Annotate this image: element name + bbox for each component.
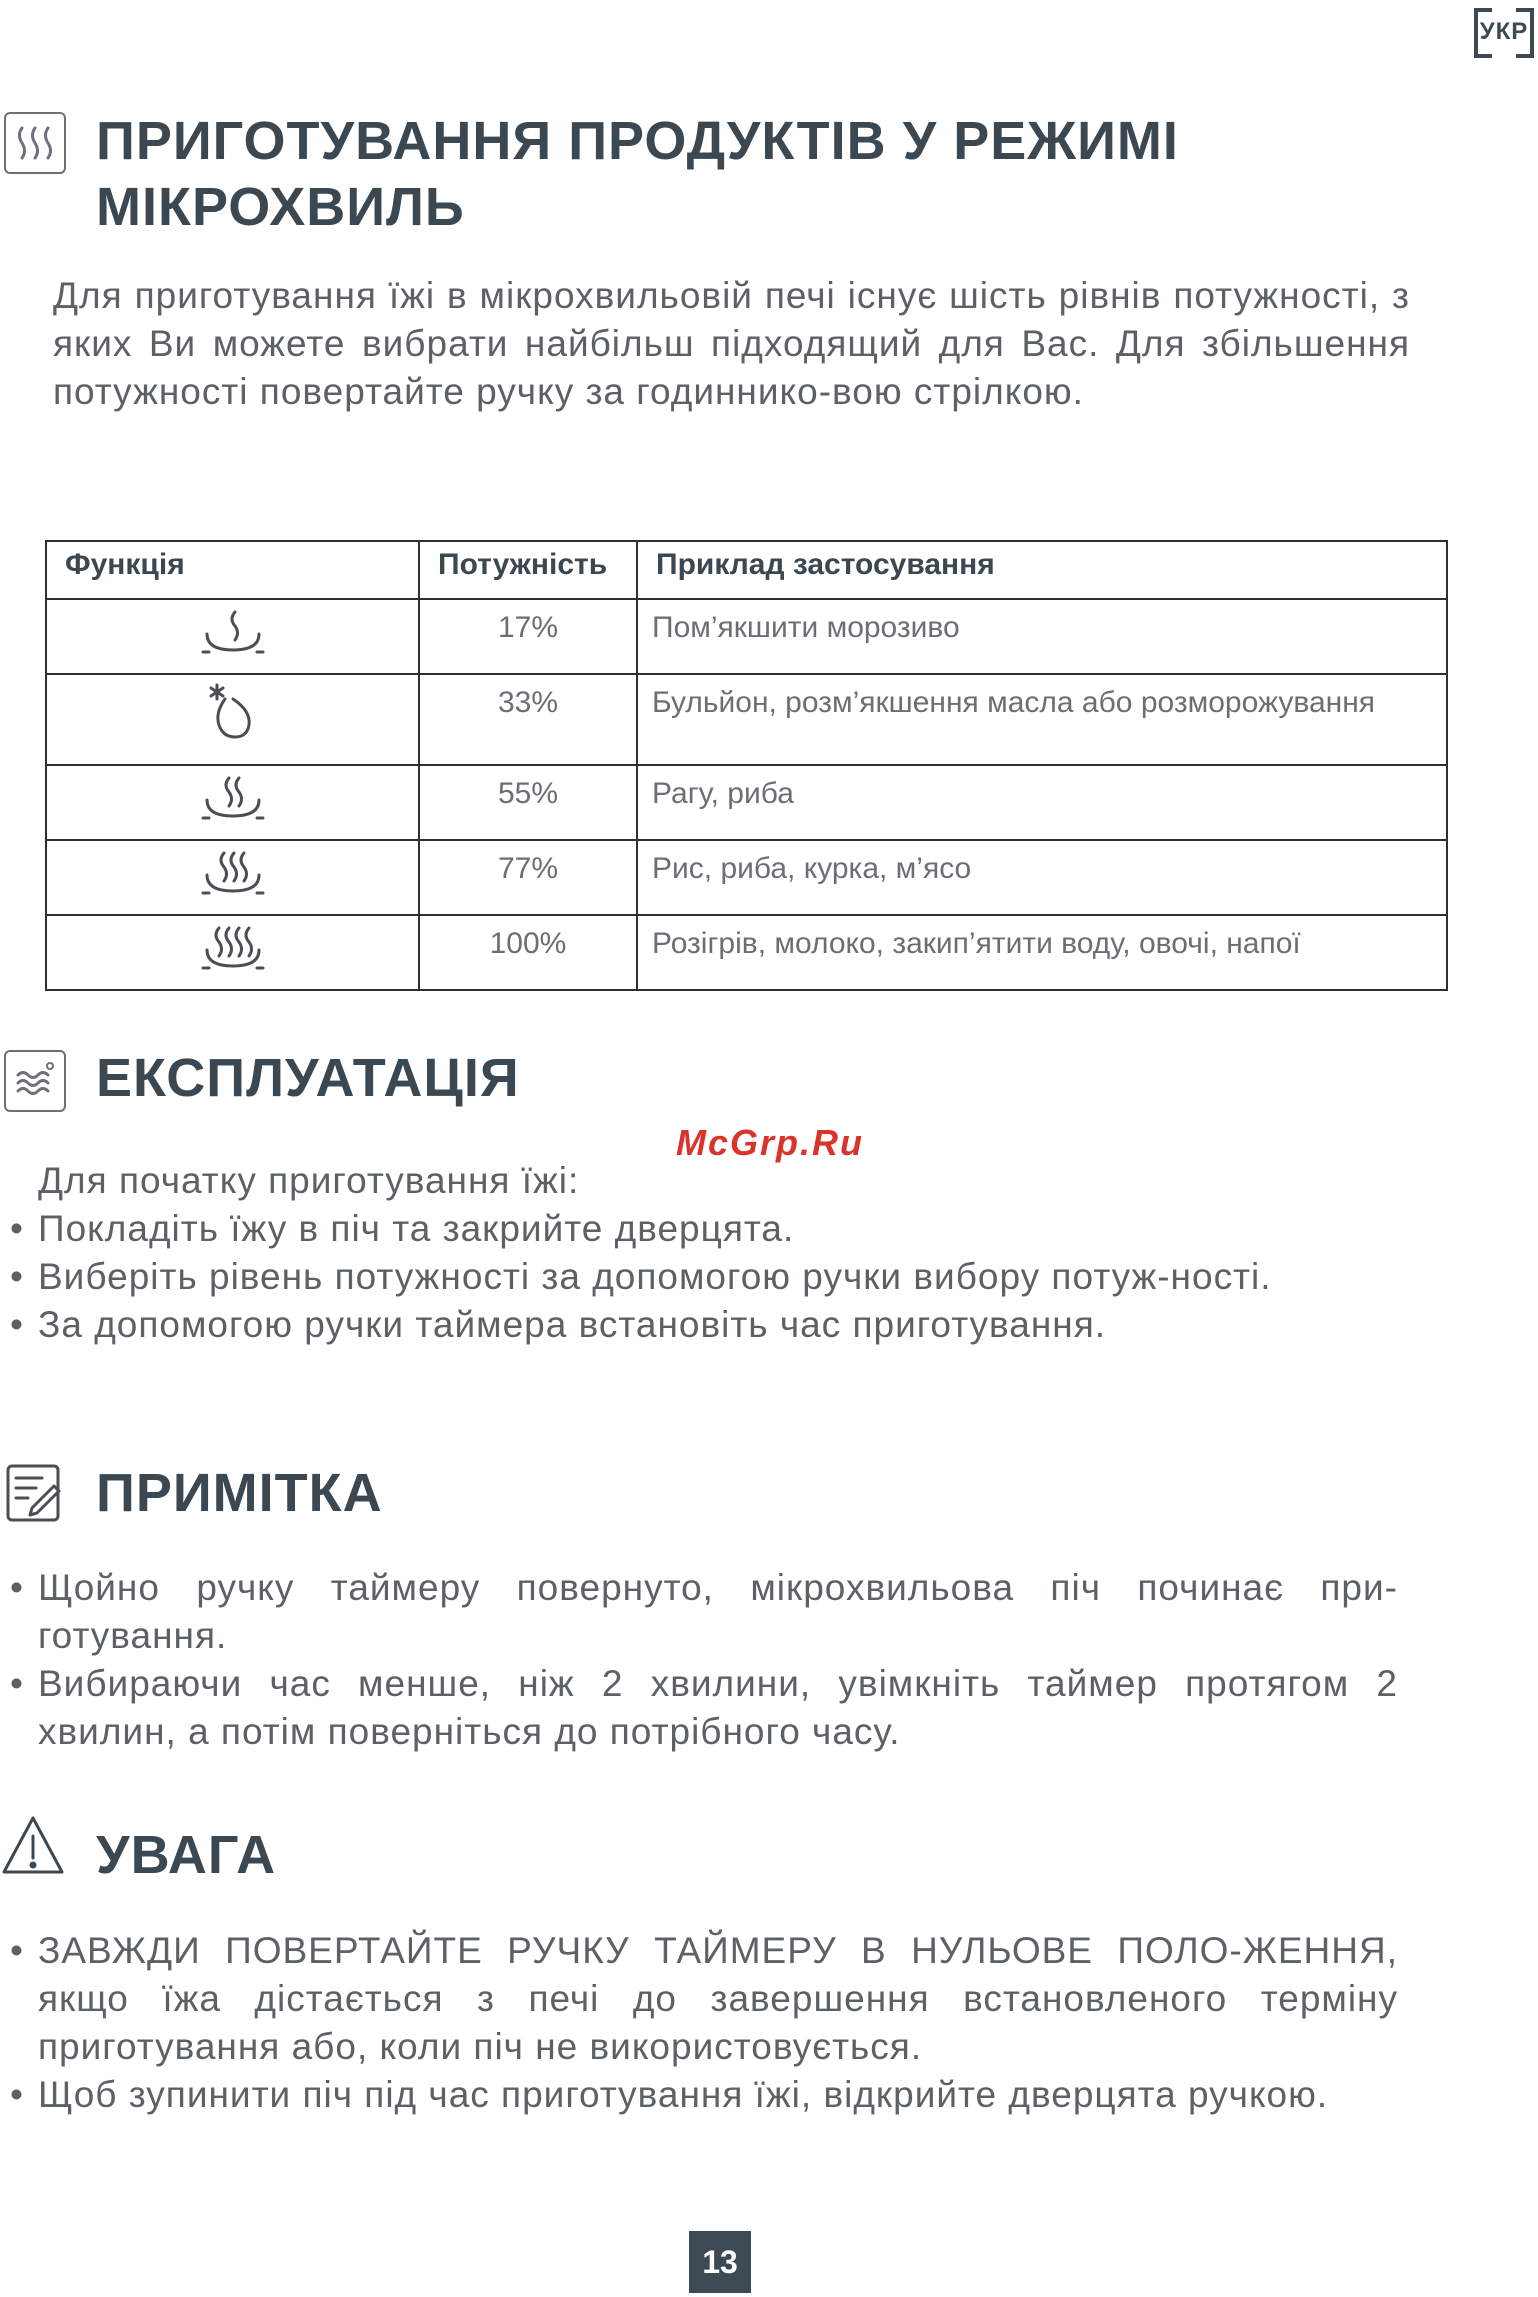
- language-badge: [1474, 8, 1534, 58]
- list-item: • ЗАВЖДИ ПОВЕРТАЙТЕ РУЧКУ ТАЙМЕРУ В НУЛЬОВЕ ПОЛО-ЖЕННЯ, якщо їжа дістається з печі до завершення встановленого терміну приготування або, коли піч не використовується.: [10, 1927, 1398, 2071]
- power-levels-table: [45, 540, 1448, 991]
- header-function: Функція: [46, 541, 419, 599]
- operation-lead: Для початку приготування їжі:: [38, 1160, 580, 1201]
- language-label: УКР: [1479, 18, 1529, 45]
- list-item: • Щоб зупинити піч під час приготування їжі, відкрийте дверцята ручкою.: [10, 2071, 1398, 2119]
- table-row: [46, 765, 1447, 840]
- list-item: • Покладіть їжу в піч та закрийте дверцята.: [10, 1205, 1398, 1253]
- example-text: Бульйон, розм’якшення масла або розморожування: [637, 674, 1447, 765]
- microwave-waves-icon: [4, 112, 66, 174]
- power-value: 100%: [419, 915, 637, 990]
- defrost-icon: [201, 717, 265, 750]
- page-number: 13: [689, 2231, 751, 2293]
- list-item: • Щойно ручку таймеру повернуто, мікрохвильова піч починає при-готування.: [10, 1564, 1398, 1660]
- table-row: [46, 840, 1447, 915]
- operation-icon: [4, 1050, 66, 1112]
- table-row: [46, 915, 1447, 990]
- power-value: 55%: [419, 765, 637, 840]
- list-item: • Вибираючи час менше, ніж 2 хвилини, увімкніть таймер протягом 2 хвилин, а потім поверніться до потрібного часу.: [10, 1660, 1398, 1756]
- section-title-microwave: ПРИГОТУВАННЯ ПРОДУКТІВ У РЕЖИМІ МІКРОХВИЛЬ: [96, 111, 1179, 237]
- section-title-warning: УВАГА: [96, 1825, 277, 1885]
- table-row: [46, 674, 1447, 765]
- list-item: • За допомогою ручки таймера встановіть час приготування.: [10, 1301, 1398, 1349]
- example-text: Розігрів, молоко, закип’ятити воду, овочі, напої: [637, 915, 1447, 990]
- medium-heat-icon: [201, 877, 265, 910]
- medium-low-heat-icon: [201, 802, 265, 835]
- warning-list: [10, 1927, 1398, 2119]
- high-heat-icon: [201, 952, 265, 985]
- table-header-row: [46, 541, 1447, 599]
- header-example: Приклад застосування: [637, 541, 1447, 599]
- operation-list: [10, 1205, 1398, 1349]
- microwave-intro: Для приготування їжі в мікрохвильовій печі існує шість рівнів потужності, з яких Ви можете вибрати найбільш підходящий для Вас. Для збільшення потужності повертайте ручку за годиннико-вою стрілкою.: [53, 275, 1410, 412]
- example-text: Рагу, риба: [637, 765, 1447, 840]
- list-item: • Виберіть рівень потужності за допомогою ручки вибору потуж-ності.: [10, 1253, 1398, 1301]
- low-heat-icon: [201, 636, 265, 669]
- example-text: Пом’якшити морозиво: [637, 599, 1447, 674]
- note-list: [10, 1564, 1398, 1756]
- example-text: Рис, риба, курка, м’ясо: [637, 840, 1447, 915]
- table-row: [46, 599, 1447, 674]
- section-title-operation: ЕКСПЛУАТАЦІЯ: [96, 1048, 520, 1108]
- note-icon: [2, 1462, 64, 1524]
- power-value: 17%: [419, 599, 637, 674]
- watermark: McGrp.Ru: [676, 1122, 865, 1163]
- header-power: Потужність: [419, 541, 637, 599]
- section-title-note: ПРИМІТКА: [96, 1463, 383, 1523]
- power-value: 77%: [419, 840, 637, 915]
- warning-icon: [0, 1812, 66, 1878]
- power-value: 33%: [419, 674, 637, 765]
